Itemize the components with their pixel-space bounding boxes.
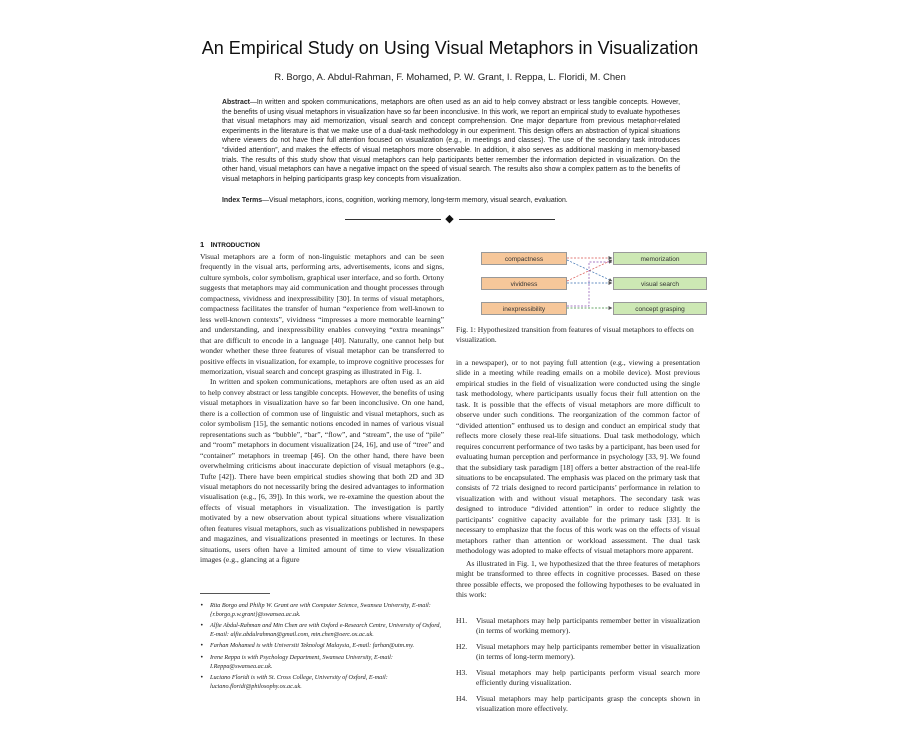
figure-box-concept-grasping: concept grasping <box>613 302 707 315</box>
bullet-icon: • <box>200 642 204 650</box>
intro-paragraph-2: In written and spoken communications, metaphors are often used as an aid to help convey abstract or less tangible concepts. However, the benefits of using visual metaphors in visualization have so far been inconclusive. On one hand, there is a collection of common use of linguistic and visual metaphors, such as color symbolism [15], the semantic notions encoded in names of various visual representations such as “bubble”, “bar”, “flow”, and “stream”, the use of “pile” and “room” metaphors in document visualization [24, 16], and use of “tree” and “container” metaphors in treemap [46]. On the other hand, there have been overwhelming criticisms about inaccurate depiction of visual metaphors (e.g., Tufte [42]). There have been empirical studies showing that both 2D and 3D visual metaphors do not necessarily bring the desired advantages to information visualisation (e.g., [6, 39]). In this work, we re-examine the question about the effects of visual metaphors in visualization. The investigation is partly motivated by a new observation about typical situations where visualization often features visual metaphors, such as visualizations published in newspapers and magazines, and visualizations presented in meetings or lectures. In these situations, users often have a limited amount of time to view visualization images (e.g., glancing at a figure <box>200 377 444 565</box>
bullet-icon: • <box>200 602 204 609</box>
hypothesis-label: H3. <box>456 668 468 677</box>
abstract <box>222 98 680 184</box>
figure-box-compactness: compactness <box>481 252 567 265</box>
index-terms <box>222 196 680 206</box>
figure-box-vividness: vividness <box>481 277 567 290</box>
divider-diamond-icon: ◆ <box>445 212 454 225</box>
footnote-rule <box>200 593 270 594</box>
bullet-icon: • <box>200 674 204 682</box>
section-number: 1 <box>200 240 205 249</box>
section-title-initial: I <box>210 240 213 249</box>
abstract-text: —In written and spoken communications, metaphors are often used as an aid to help convey abstract or less tangible concepts. However, the benefits of using visual metaphors in visualization have so far been inconclusive. In this work, we report an empirical study to evaluate hypotheses that visual metaphors may aid memorization, visual search and concept comprehension. One major departure from previous metaphor-related experiments in the literature is that we make use of a dual-task methodology in our experiment. This design offers an abstraction of typical situations where viewers do not have their full attention focused on visualization (e.g., in meetings and classes). The use of the secondary task introduces “divided attention”, and makes the effects of visual metaphors more observable. In addition, it also serves as additional masking in memory-based trials. The results of this study show that visual metaphors can help participants better remember the information depicted in visualization. On the other hand, visual metaphors can have a negative impact on the speed of visual search. The results also show a complex pattern as to the benefits of visual metaphors in helping participants grasp key concepts from visualization. <box>222 99 680 183</box>
figure-1-caption: Fig. 1: Hypothesized transition from features of visual metaphors to effects on visualization. <box>456 325 694 345</box>
divider-left <box>345 219 441 220</box>
hypothesis-text: Visual metaphors may help participants remember better in visualization (in terms of working memory). <box>476 616 700 636</box>
intro-paragraph-1: Visual metaphors are a form of non-linguistic metaphors and can be seen frequently in the visual arts, performing arts, advertisements, icons and signs, culture symbols, color symbolism, graphical user interface, and so forth. Ortony suggests that metaphors may aid communication and thought processes through compactness, vividness and inexpressibility [30]. In terms of visual metaphors, compactness facilitates the transfer of human “experience from well-known to less well-known contexts”, vividness “impresses a more memorable learning” and understanding, and inexpressibility enables conveying “extra meanings” that are difficult to encode in a language [40]. Naturally, one cannot help but wonder whether these three features of visual metaphor can be transferred to positive effects in visualization, for example, to improve cognitive processes for memorization, visual search and concept grasping as illustrated in Fig. 1. <box>200 252 444 376</box>
index-terms-text: —Visual metaphors, icons, cognition, working memory, long-term memory, visual search, evaluation. <box>262 197 568 204</box>
index-terms-label: Index Terms <box>222 197 263 204</box>
section-heading <box>200 240 444 249</box>
figure-1 <box>477 248 709 320</box>
figure-box-memorization: memorization <box>613 252 707 265</box>
divider-right <box>459 219 555 220</box>
author-list: R. Borgo, A. Abdul-Rahman, F. Mohamed, P. W. Grant, I. Reppa, L. Floridi, M. Chen <box>274 72 626 83</box>
footnote: • Alfie Abdul-Rahman and Min Chen are with Oxford e-Research Centre, University of Oxford, E-mail: alfie.abdulrahman@gmail.com, min.chen@oerc.ox.ac.uk. <box>200 622 442 638</box>
figure-box-visual-search: visual search <box>613 277 707 290</box>
right-column <box>456 358 700 600</box>
hypothesis-label: H1. <box>456 616 468 625</box>
right-paragraph-1: in a newspaper), or to not paying full attention (e.g., viewing a presentation slide in a meeting while reading emails on a mobile device). Most previous empirical studies in the field of visualization were conducted using the single task methodology, where participants usually focus their full attention on the task. It is possible that the effects of visual metaphors are more difficult to observe under such conditions. The reorganization of the common factor of “divided attention” enthused us to design and conduct an empirical study that reflects more closely these real-life situations. Dual task methodology, which requires concurrent performance of two tasks by a participant, has been used for evaluating human perception and performance in psychology [33, 9]. We found that the subsidiary task paradigm [18] offers a better abstraction of the real-life situations to be encapsulated. The emphasis was placed on the primary task that consists of 72 trials designed to record participants’ performance in relation to visualization with and without visual metaphors. The secondary task was designed to introduce “divided attention” in order to reduce slightly the participants’ cognitive capacity available for the primary task [33]. It is necessary to emphasize that the focus of this work was on the effects of visual metaphors rather than attention or workload assessment. The dual task methodology was adopted to make effects of visual metaphors more apparent. <box>456 358 700 556</box>
hypothesis-item <box>456 694 700 715</box>
hypothesis-item <box>456 616 700 637</box>
hypothesis-label: H4. <box>456 694 468 703</box>
hypothesis-label: H2. <box>456 642 468 651</box>
hypothesis-text: Visual metaphors may help participants remember better in visualization (in terms of long-term memory). <box>476 642 700 662</box>
left-column <box>200 252 444 566</box>
paper-title: An Empirical Study on Using Visual Metaphors in Visualization <box>201 38 699 58</box>
footnote: • Rita Borgo and Philip W. Grant are with Computer Science, Swansea University, E-mail: {r.borgo,p.w.grant}@swansea.ac.uk. <box>200 602 431 618</box>
figure-box-inexpressibility: inexpressibility <box>481 302 567 315</box>
hypothesis-text: Visual metaphors may help participants perform visual search more efficiently during visualization. <box>476 668 700 688</box>
section-title-rest: NTRODUCTION <box>212 242 260 249</box>
abstract-label: Abstract <box>222 99 250 106</box>
footnote: • Irene Reppa is with Psychology Department, Swansea University, E-mail: I.Reppa@swansea.ac.uk. <box>200 653 393 670</box>
footnote: • Luciano Floridi is with St. Cross College, University of Oxford, E-mail: luciano.floridi@philosophy.ox.ac.uk. <box>200 674 388 690</box>
right-paragraph-2: As illustrated in Fig. 1, we hypothesized that the three features of metaphors might be transformed to three effects in cognitive processes. Based on these three possible effects, we proposed the following hypotheses to be evaluated in this work: <box>456 558 700 599</box>
footnotes <box>200 602 444 694</box>
hypothesis-item <box>456 642 700 663</box>
footnote: • Farhan Mohamed is with Universiti Teknologi Malaysia, E-mail: farhan@utm.my. <box>200 642 415 650</box>
bullet-icon: • <box>200 653 204 661</box>
hypothesis-text: Visual metaphors may help participants grasp the concepts shown in visualization more effectively. <box>476 694 700 714</box>
bullet-icon: • <box>200 622 204 630</box>
arrow-inexpressibility-memorization <box>567 262 612 306</box>
hypothesis-item <box>456 668 700 689</box>
